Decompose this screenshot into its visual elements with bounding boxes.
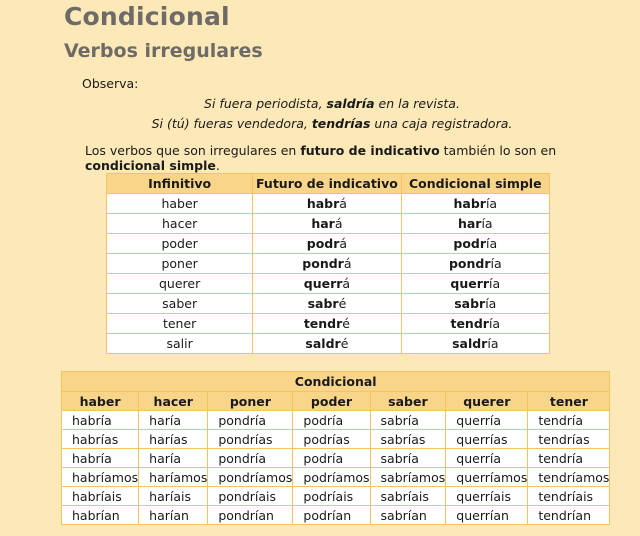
future-ending: é (338, 296, 347, 311)
conjugation-cell: haría (139, 449, 208, 468)
rule-text (85, 143, 640, 173)
conjugation-table (61, 371, 610, 525)
conjugation-cell: podría (293, 449, 370, 468)
conjugation-cell: haríais (139, 487, 208, 506)
future-ending: é (342, 316, 350, 331)
table-row (62, 430, 610, 449)
conditional-stem: querr (450, 276, 490, 291)
conditional-stem: pondr (448, 256, 491, 271)
example-1-pre: Si fuera periodista, (204, 96, 327, 111)
cell-condicional (401, 334, 549, 354)
cell-condicional (401, 234, 549, 254)
header-verb: haber (62, 392, 139, 411)
cell-futuro (253, 214, 401, 234)
future-stem: tendr (303, 316, 343, 331)
conjugation-cell: sabrían (370, 506, 446, 525)
header-verb: poder (293, 392, 370, 411)
example-1-post: en la revista. (374, 96, 460, 111)
conjugation-cell: pondrían (208, 506, 293, 525)
conjugation-cell: tendríamos (528, 468, 610, 487)
cell-futuro (253, 234, 401, 254)
table-row (62, 506, 610, 525)
conditional-ending: ía (490, 256, 502, 271)
table-row (107, 234, 550, 254)
rule-p2: también lo son en (439, 143, 557, 158)
table-header-row (107, 174, 550, 194)
future-ending: á (342, 276, 351, 291)
conjugation-cell: habría (62, 449, 139, 468)
example-2-pre: Si (tú) fueras vendedora, (151, 116, 312, 131)
header-verb: poner (208, 392, 293, 411)
conditional-stem: podr (453, 236, 487, 251)
infinitive: tener (162, 316, 197, 331)
table-row (62, 449, 610, 468)
conjugation-cell: podríais (293, 487, 370, 506)
conditional-stem: har (457, 216, 482, 231)
conjugation-cell: querrían (446, 506, 528, 525)
cell-infinitivo (107, 214, 253, 234)
table-row (107, 294, 550, 314)
conditional-ending: ía (486, 236, 498, 251)
cell-futuro (253, 254, 401, 274)
infinitive: salir (166, 336, 193, 351)
cell-infinitivo (107, 334, 253, 354)
conjugation-cell: habrían (62, 506, 139, 525)
conjugation-cell: podrían (293, 506, 370, 525)
conjugation-cell: pondríamos (208, 468, 293, 487)
conditional-ending: ía (485, 296, 497, 311)
conjugation-cell: habrías (62, 430, 139, 449)
future-stem: saldr (305, 336, 341, 351)
table-row (107, 194, 550, 214)
conditional-stem: saldr (452, 336, 488, 351)
future-stem: querr (303, 276, 343, 291)
conjugation-cell: haríamos (139, 468, 208, 487)
conjugation-cell: querrías (446, 430, 528, 449)
example-sentence-2 (12, 116, 640, 131)
conjugation-cell: tendríais (528, 487, 610, 506)
infinitive: hacer (161, 216, 198, 231)
table-header-row (62, 392, 610, 411)
table-row (107, 274, 550, 294)
cell-infinitivo (107, 274, 253, 294)
irregular-verbs-table (106, 173, 550, 354)
cell-infinitivo (107, 294, 253, 314)
conjugation-cell: tendrían (528, 506, 610, 525)
cell-condicional (401, 314, 549, 334)
cell-infinitivo (107, 234, 253, 254)
table-row (62, 487, 610, 506)
conditional-stem: sabr (454, 296, 486, 311)
page-subtitle: Verbos irregulares (64, 40, 263, 62)
cell-futuro (253, 334, 401, 354)
infinitive: saber (162, 296, 198, 311)
table-row (62, 411, 610, 430)
header-condicional: Condicional simple (401, 174, 549, 194)
conditional-ending: ía (489, 276, 501, 291)
rule-b2: condicional simple (85, 158, 216, 173)
header-verb: hacer (139, 392, 208, 411)
table-row (107, 254, 550, 274)
table-row (107, 334, 550, 354)
conditional-ending: ía (481, 216, 493, 231)
cell-futuro (253, 294, 401, 314)
example-2-bold: tendrías (311, 116, 371, 131)
conjugation-cell: habríamos (62, 468, 139, 487)
conjugation-cell: sabríais (370, 487, 446, 506)
conjugation-cell: podrías (293, 430, 370, 449)
future-ending: á (343, 256, 352, 271)
conjugation-cell: tendría (528, 411, 610, 430)
conditional-stem: habr (453, 196, 486, 211)
example-sentence-1 (12, 96, 640, 111)
conjugation-cell: sabría (370, 449, 446, 468)
table-caption-row (62, 372, 610, 392)
infinitive: haber (161, 196, 198, 211)
conjugation-cell: habría (62, 411, 139, 430)
cell-infinitivo (107, 254, 253, 274)
cell-futuro (253, 274, 401, 294)
example-1-bold: saldría (326, 96, 375, 111)
conjugation-cell: tendría (528, 449, 610, 468)
table-row (107, 214, 550, 234)
conjugation-cell: querría (446, 449, 528, 468)
example-2-post: una caja registradora. (370, 116, 513, 131)
rule-p1: Los verbos que son irregulares en (85, 143, 301, 158)
conjugation-cell: podría (293, 411, 370, 430)
future-stem: habr (306, 196, 340, 211)
rule-p3: . (215, 158, 220, 173)
conjugation-cell: sabría (370, 411, 446, 430)
conjugation-cell: podríamos (293, 468, 370, 487)
conjugation-cell: querríamos (446, 468, 528, 487)
conditional-ending: ía (485, 196, 498, 211)
header-verb: saber (370, 392, 446, 411)
cell-condicional (401, 254, 549, 274)
future-stem: podr (306, 236, 340, 251)
header-verb: tener (528, 392, 610, 411)
cell-condicional (401, 214, 549, 234)
future-ending: é (340, 336, 349, 351)
future-ending: á (339, 236, 348, 251)
cell-infinitivo (107, 194, 253, 214)
header-verb: querer (446, 392, 528, 411)
future-stem: har (311, 216, 335, 231)
table-row (107, 314, 550, 334)
observa-label: Observa: (82, 76, 139, 91)
cell-infinitivo (107, 314, 253, 334)
conjugation-cell: pondríais (208, 487, 293, 506)
infinitive: poder (161, 236, 198, 251)
future-stem: pondr (302, 256, 344, 271)
conditional-ending: ía (488, 316, 501, 331)
cell-futuro (253, 194, 401, 214)
future-ending: á (339, 196, 347, 211)
conjugation-cell: sabríamos (370, 468, 446, 487)
future-ending: á (334, 216, 343, 231)
future-stem: sabr (307, 296, 339, 311)
table-caption: Condicional (62, 372, 610, 392)
conjugation-cell: sabrías (370, 430, 446, 449)
cell-condicional (401, 194, 549, 214)
conjugation-cell: habríais (62, 487, 139, 506)
conjugation-cell: querría (446, 411, 528, 430)
conjugation-cell: pondría (208, 449, 293, 468)
cell-futuro (253, 314, 401, 334)
header-infinitivo: Infinitivo (107, 174, 253, 194)
conditional-ending: ía (487, 336, 499, 351)
page-title: Condicional (64, 2, 230, 31)
infinitive: querer (159, 276, 201, 291)
conjugation-cell: querríais (446, 487, 528, 506)
conjugation-cell: tendrías (528, 430, 610, 449)
infinitive: poner (161, 256, 198, 271)
conjugation-cell: harían (139, 506, 208, 525)
cell-condicional (401, 294, 549, 314)
conjugation-cell: harías (139, 430, 208, 449)
conjugation-cell: pondrías (208, 430, 293, 449)
cell-condicional (401, 274, 549, 294)
conjugation-cell: pondría (208, 411, 293, 430)
header-futuro: Futuro de indicativo (253, 174, 401, 194)
conditional-stem: tendr (450, 316, 489, 331)
table-row (62, 468, 610, 487)
conjugation-cell: haría (139, 411, 208, 430)
rule-b1: futuro de indicativo (300, 143, 440, 158)
